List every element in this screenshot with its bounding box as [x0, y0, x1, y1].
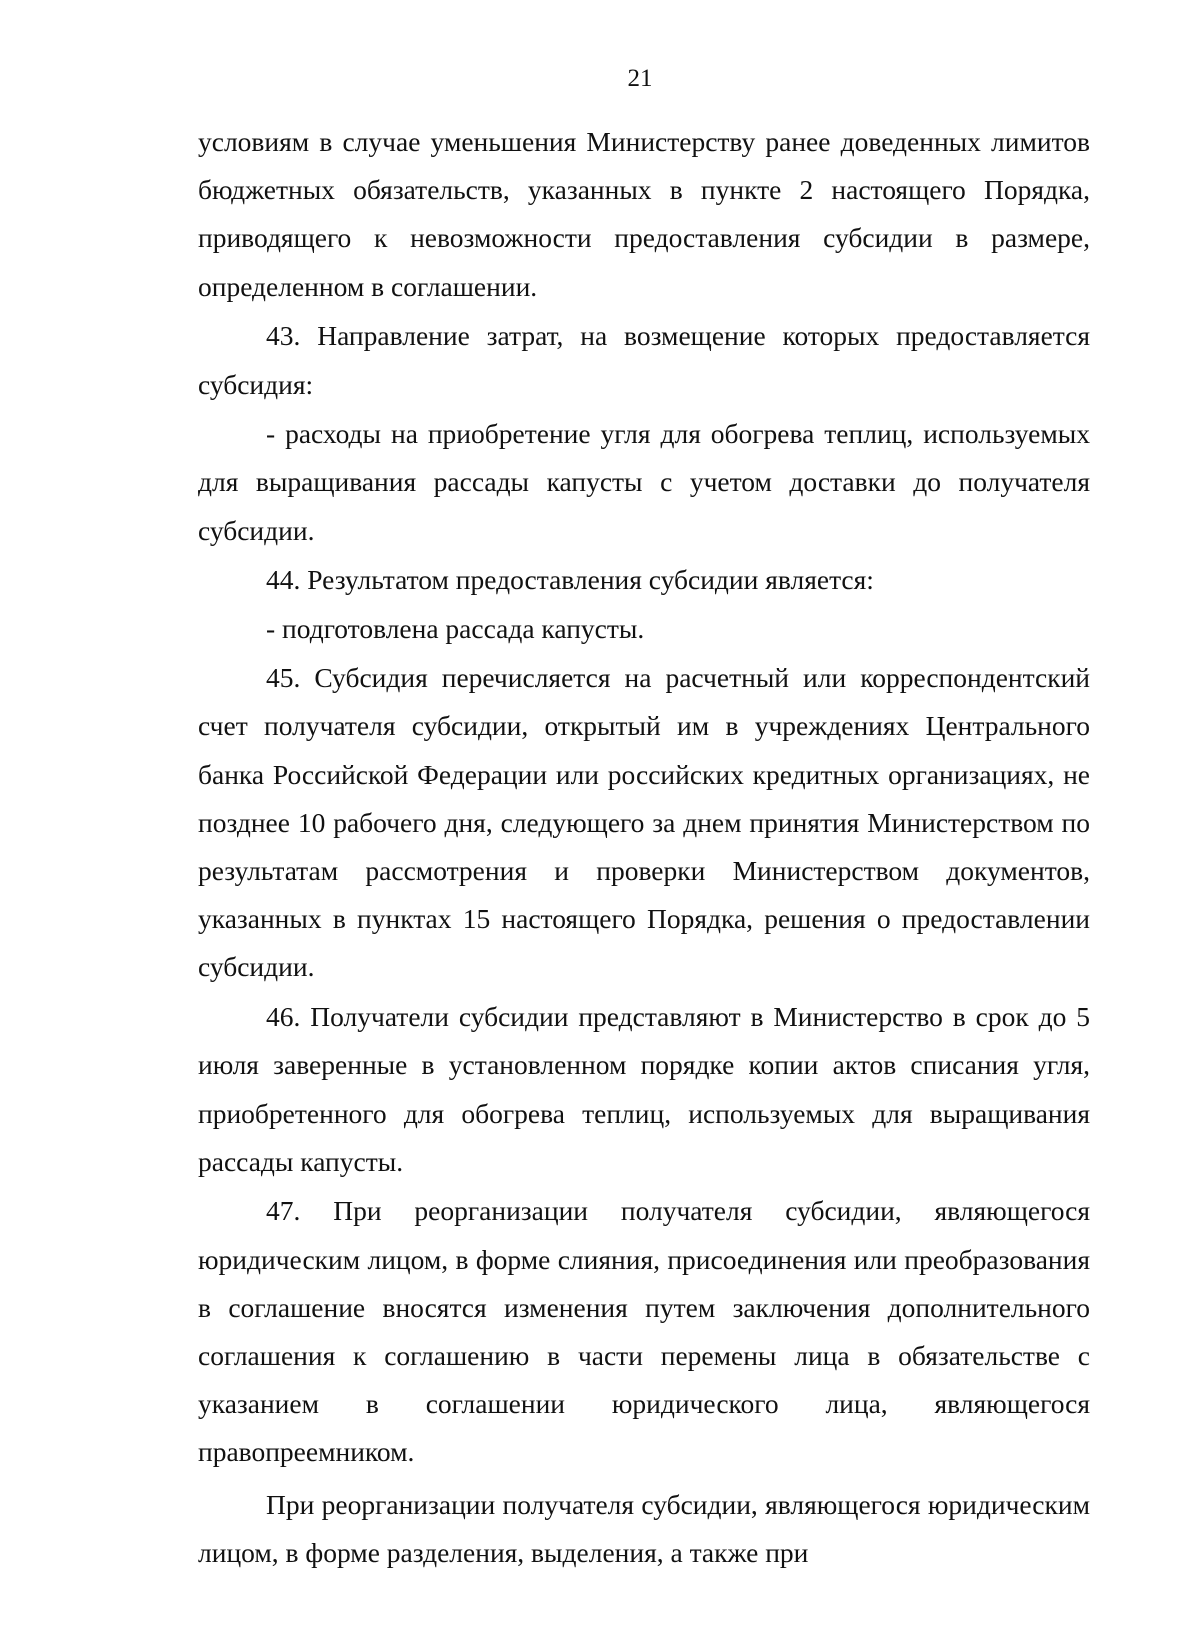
document-body	[198, 118, 1090, 1577]
paragraph-44: 44. Результатом предоставления субсидии является:	[266, 564, 874, 596]
paragraph-continuation: условиям в случае уменьшения Министерству ранее доведенных лимитов бюджетных обязательств, указанных в пункте 2 настоящего Порядка, приводящего к невозможности предоставления субсидии в размере, определенном в соглашении.	[198, 126, 1090, 302]
page-number: 21	[627, 65, 653, 92]
paragraph-44-item: - подготовлена рассада капусты.	[266, 612, 645, 644]
paragraph-43: 43. Направление затрат, на возмещение которых предоставляется субсидия:	[198, 320, 1090, 400]
paragraph-43-item: - расходы на приобретение угля для обогрева теплиц, используемых для выращивания рассады капусты с учетом доставки до получателя субсидии.	[198, 418, 1090, 546]
paragraph-47: 47. При реорганизации получателя субсидии, являющегося юридическим лицом, в форме слияния, присоединения или преобразования в соглашение вносятся изменения путем заключения дополнительного соглашения к соглашению в части перемены лица в обязательстве с указанием в соглашении юридического лица, являющегося правопреемником.	[198, 1195, 1090, 1468]
paragraph-45: 45. Субсидия перечисляется на расчетный или корреспондентский счет получателя субсидии, открытый им в учреждениях Центрального банка Российской Федерации или российских кредитных организациях, не позднее 10 рабочего дня, следующего за днем принятия Министерством по результатам рассмотрения и проверки Министерством документов, указанных в пунктах 15 настоящего Порядка, решения о предоставлении субсидии.	[198, 662, 1090, 983]
paragraph-47-continued: При реорганизации получателя субсидии, являющегося юридическим лицом, в форме разделения, выделения, а также при	[198, 1488, 1090, 1568]
paragraph-46: 46. Получатели субсидии представляют в Министерство в срок до 5 июля заверенные в установленном порядке копии актов списания угля, приобретенного для обогрева теплиц, используемых для выращивания рассады капусты.	[198, 1001, 1090, 1177]
